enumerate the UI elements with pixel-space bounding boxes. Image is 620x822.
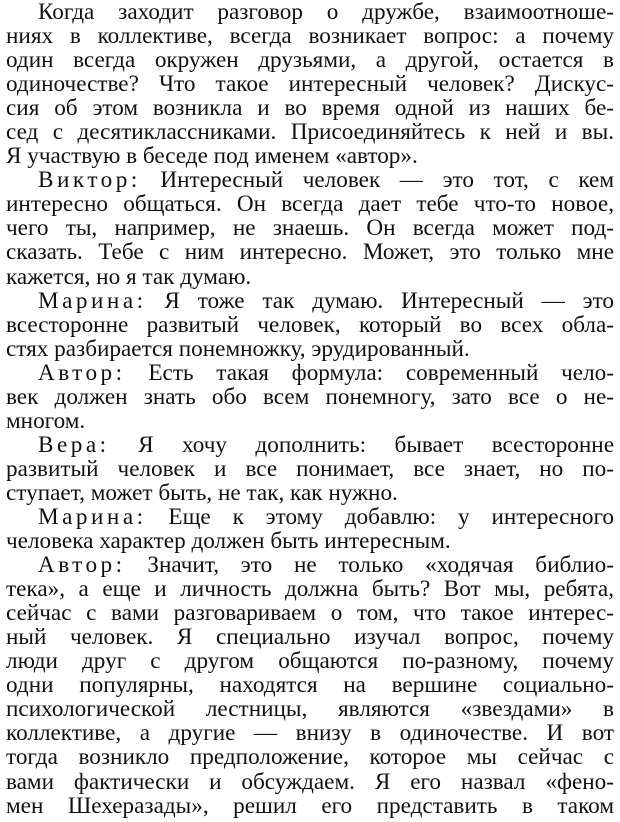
text-line — [6, 385, 614, 409]
text-line — [6, 481, 614, 505]
text-line — [6, 553, 614, 577]
text-line — [6, 745, 614, 769]
line-text: стях разбирается понемножку, эрудированный. — [6, 335, 470, 362]
text-line — [6, 457, 614, 481]
line-text: сказать. Тебе с ним интересно. Может, это только мне — [6, 239, 614, 266]
text-line — [6, 144, 614, 168]
text-line — [6, 337, 614, 361]
line-text: тека», а еще и личность должна быть? Вот мы, ребята, — [6, 576, 614, 603]
text-line — [6, 48, 614, 72]
text-line — [6, 240, 614, 264]
text-line — [6, 265, 614, 289]
text-line — [6, 168, 614, 192]
line-text: чего ты, например, не знаешь. Он всегда может под- — [6, 215, 614, 242]
line-text: развитый человек и все понимает, все знает, но по- — [6, 455, 614, 482]
line-text: коллективе, а другие — внизу в одиночестве. И вот — [6, 720, 614, 747]
text-line — [6, 505, 614, 529]
line-text: Когда заходит разговор о дружбе, взаимоотноше- — [38, 0, 614, 25]
text-line — [6, 0, 614, 24]
text-line — [6, 721, 614, 745]
text-line — [6, 72, 614, 96]
speaker-name: Автор: — [38, 552, 126, 579]
line-text: Я тоже так думаю. Интересный — это — [146, 287, 614, 314]
text-line — [6, 313, 614, 337]
line-text: Интересный человек — это тот, с кем — [140, 167, 614, 194]
line-text: Я участвую в беседе под именем «автор». — [6, 143, 418, 170]
line-text: тогда возникло предположение, которое мы сейчас с — [6, 744, 614, 771]
line-text: ступает, может быть, не так, как нужно. — [6, 479, 398, 506]
line-text: одиночестве? Что такое интересный человек? Дискус- — [6, 71, 614, 98]
text-line — [6, 361, 614, 385]
line-text: Есть такая формула: современный чело- — [125, 359, 614, 386]
text-line — [6, 529, 614, 553]
text-line — [6, 24, 614, 48]
line-text: мен Шехеразады», решил его представить в таком — [6, 792, 614, 819]
line-text: Еще к этому добавлю: у интересного — [146, 503, 614, 530]
line-text: люди друг с другом общаются по-разному, почему — [6, 648, 614, 675]
text-line — [6, 216, 614, 240]
document-page — [6, 0, 614, 818]
speaker-name: Автор: — [38, 359, 126, 386]
text-line — [6, 601, 614, 625]
line-text: одни популярны, находятся на вершине социально- — [6, 672, 614, 699]
line-text: Значит, это не только «ходячая библио- — [125, 552, 614, 579]
line-text: всесторонне развитый человек, который во всех обла- — [6, 311, 614, 338]
line-text: сейчас с вами разговариваем о том, что такое интерес- — [6, 600, 614, 627]
speaker-name: Виктор: — [38, 167, 141, 194]
text-line — [6, 192, 614, 216]
text-line — [6, 409, 614, 433]
line-text: один всегда окружен друзьями, а другой, остается в — [6, 47, 614, 74]
text-line — [6, 120, 614, 144]
line-text: человека характер должен быть интересным. — [6, 528, 451, 555]
text-line — [6, 770, 614, 794]
line-text: кажется, но я так думаю. — [6, 263, 252, 290]
line-text: сед с десятиклассниками. Присоединяйтесь к ней и вы. — [6, 119, 614, 146]
line-text: Я хочу дополнить: бывает всесторонне — [109, 431, 614, 458]
text-line — [6, 673, 614, 697]
text-line — [6, 577, 614, 601]
text-line — [6, 697, 614, 721]
line-text: сия об этом возникла и во время одной из наших бе- — [6, 95, 614, 122]
speaker-name: Вера: — [38, 431, 110, 458]
line-text: ный человек. Я специально изучал вопрос, почему — [6, 624, 614, 651]
speaker-name: Марина: — [38, 287, 147, 314]
line-text: психологической лестницы, являются «звездами» в — [6, 696, 614, 723]
line-text: многом. — [6, 407, 86, 434]
text-line — [6, 96, 614, 120]
line-text: интересно общаться. Он всегда дает тебе что-то новое, — [6, 191, 614, 218]
text-line — [6, 433, 614, 457]
speaker-name: Марина: — [38, 503, 147, 530]
text-line — [6, 625, 614, 649]
text-line — [6, 649, 614, 673]
line-text: вами фактически и обсуждаем. Я его назвал «фено- — [6, 768, 614, 795]
line-text: ниях в коллективе, всегда возникает вопрос: а почему — [6, 23, 614, 50]
text-line — [6, 794, 614, 818]
line-text: век должен знать обо всем понемногу, зато все о не- — [6, 383, 614, 410]
text-line — [6, 289, 614, 313]
